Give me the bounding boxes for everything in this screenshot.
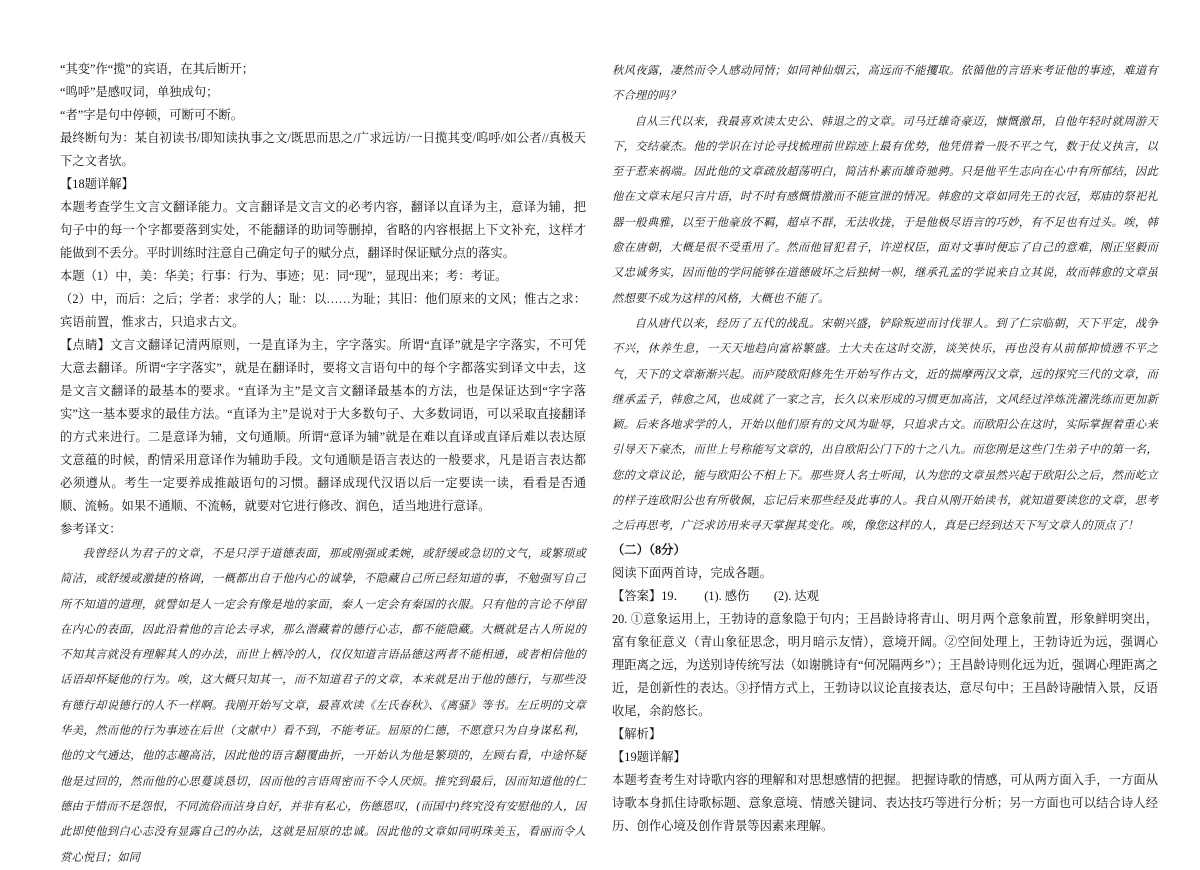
left-column (60, 58, 586, 870)
answer-19: 【答案】19． (1). 感伤 (2). 达观 (612, 588, 819, 603)
paragraph: “其变”作“揽”的宾语，在其后断开； (60, 62, 254, 76)
translation-paragraph: 自从三代以来，我最喜欢读太史公、韩退之的文章。司马迁雄奇豪迈，慷慨激昂，自他年轻时就周游天下，交结豪杰。他的学识在讨论寻找梳理前世踪迹上最有优势，他凭借着一股不平之气，数于仗义执言，以至于惹来祸端。因此他的文章疏放超荡明白，简洁朴素而雄奇驰骋。只是他平生志向在心中有所郁结，因此他在文章末尾只言片语，时不时有感慨惜激而不能宣泄的情况。韩愈的文章如同先王的衣冠，郑庙的祭祀礼器一般典雅，以至于他豪放不羁，超卓不群，无法收拢，于是他极尽语言的巧妙，有不足也有过头。唉，韩愈在唐朝，大概是很不受重用了。然而他冒犯君子，许逆权臣，面对文事时便忘了自己的意难，刚正坚毅而又忠诚务实，因而他的学问能够在道德破坏之后独树一帜，继承孔孟的学说来自立其说，故而韩愈的文章虽然想要不成为这样的风格，大概也不能了。 (612, 114, 1158, 305)
q18-heading: 【18题详解】 (60, 177, 134, 191)
reference-translation-label: 参考译文： (60, 522, 122, 536)
analysis-heading: 【解析】 (612, 726, 662, 741)
reading-instruction: 阅读下面两首诗，完成各题。 (612, 565, 772, 580)
translation-text: 我曾经认为君子的文章，不是只浮于道德表面，那或刚强或柔婉，或舒缓或急切的文气，或繁琐或简洁，或舒缓或激捷的格调，一概都出自于他内心的诚挚，不隐藏自己所已经知道的事，不勉强写自己所不知道的道理，就譬如是人一定会有像是地的家面，秦人一定会有秦国的衣服。只有他的言论不停留在内心的表面，因此沿着他的言论去寻求，那么潜藏着的德行心志，都不能隐藏。大概就是古人所说的不知其言就没有理解其人的办法，而世上栖冷的人，仅仅知道言语品德这两者不能相通，或者相信他的话语却怀疑他的行为。唉，这大概只知其一，而不知道君子的文章，本来就是出于他的德行，与那些没有德行却说德行的人不一样啊。我刚开始写文章，最喜欢读《左氏春秋》、《离骚》等书。左丘明的文章华美，然而他的行为事迹在后世（文献中）看不到，不能考证。屈原的仁德，不愿意只为自身谋私利，他的文气通达，他的志趣高洁，因此他的语言翻覆曲折，一开始认为他是繁琐的，左顾右看，中途怀疑他是过回的，然而他的心思蔓谈恳切，因而他的言语周密而不令人厌烦。推究到最后，因而知道他的仁德由于惜而不是怨恨，不同流俗而洁身自好，并非有私心，伤德恩叹，(而国中)终究没有安慰他的人，因此即使他到白心志没有显露自己的办法，这就是屈原的忠诚。因此他的文章如同明珠美玉，看丽而令人赏心悦目；如同 (60, 547, 586, 864)
paragraph: “者”字是句中停顿，可断可不断。 (60, 108, 244, 122)
q18-part2: （2）中，而后：之后；学者：求学的人；耻：以……为耻；其旧：他们原来的文风；惟古之求：宾语前置，惟求古，只追求古文。 (60, 292, 586, 329)
q18-explanation: 本题考查学生文言文翻译能力。文言翻译是文言文的必考内容，翻译以直译为主，意译为辅，把句子中的每一个字都要落到实处，不能翻译的助词等删掉，省略的内容根据上下文补充，这样才能做到不丢分。平时训练时注意自己确定句子的赋分点，翻译时保证赋分点的落实。 (60, 200, 586, 260)
section-heading: （二）（8分） (612, 542, 686, 557)
translation-continued: 秋风夜露，凄然而令人感动同情；如同神仙烟云，高远而不能攫取。依循他的言语来考证他的事迹，难道有不合理的吗？ (612, 64, 1158, 103)
right-column (612, 58, 1158, 838)
key-point-note: 【点睛】文言文翻译记清两原则，一是直译为主，字字落实。所谓“直译”就是字字落实，不可凭大意去翻译。所谓“字字落实”，就是在翻译时，要将文言语句中的每个字都落实到译文中去，这是文言文翻译的最基本的要求。“直译为主”是文言文翻译最基本的方法，也是保证达到“字字落实”这一基本要求的最佳方法。“直译为主”是说对于大多数句子、大多数词语，可以采取直接翻译的方式来进行。二是意译为辅，文句通顺。所谓“意译为辅”就是在难以直译或直译后难以表达原文意蕴的时候，酌情采用意译作为辅助手段。文句通顺是语言表达的一般要求，凡是语言表达都必须遵从。考生一定要养成推敲语句的习惯。翻译成现代汉语以后一定要读一读，看看是否通顺、流畅。如果不通顺、不流畅，就要对它进行修改、润色，适当地进行意译。 (60, 338, 586, 513)
q19-heading: 【19题详解】 (612, 749, 686, 764)
translation-paragraph: 自从唐代以来，经历了五代的战乱。宋朝兴盛，铲除叛逆而讨伐罪人。到了仁宗临朝，天下平定，战争不兴，休养生息，一天天地趋向富裕繁盛。士大夫在这时交游，谈笑快乐，再也没有从前郁抑愤懑不平之气，天下的文章渐渐兴起。而庐陵欧阳修先生开始写作古文，近的揣摩两汉文章，远的探究三代的文章，而继承孟子，韩愈之风，也成就了一家之言，长久以来形成的习惯更加高洁，文风经过淬炼洗濯洗练而更加新颖。后来各地求学的人，开始以他们原有的文风为耻辱，只追求古文。而欧阳公在这时，实际掌握着重心来引导天下豪杰，而世上号称能写文章的，出自欧阳公门下的十之八九。而您刚是这些门生弟子中的第一名，您的文章议论，能与欧阳公不相上下。那些贤人名士听闻，认为您的文章虽然兴起于欧阳公之后，然而屹立的样子连欧阳公也有所敬佩，忘记后来那些经及此事的人。我自从刚开始读书，就知道要读您的文章，思考之后再思考，广泛求访用来寻天掌握其变化。唉，像您这样的人，真是已经到达天下写文章人的顶点了！ (612, 316, 1158, 533)
q18-part1: 本题（1）中，美：华美；行事：行为、事迹；见：同“现”，显现出来；考：考证。 (60, 269, 508, 283)
answer-20: 20. ①意象运用上，王勃诗的意象隐于句内；王昌龄诗将青山、明月两个意象前置，形象鲜明突出，富有象征意义（青山象征思念，明月暗示友情），意境开阔。②空间处理上，王勃诗近为远，强调心理距离之远，为送别诗传统写法（如谢朓诗有“何况隔两乡”）；王昌龄诗则化远为近，强调心理距离之近，是创新性的表达。③抒情方式上，王勃诗以议论直接表达，意尽句中；王昌龄诗融情入景，反语收尾，余韵悠长。 (612, 611, 1158, 718)
paragraph: “鸣呼”是感叹词，单独成句； (60, 85, 219, 99)
final-sentence-breaking: 最终断句为：某自初读书/即知读执事之文/既思而思之/广求远访/一日揽其变/呜呼/如公者//真极天下之文者欤。 (60, 131, 586, 168)
q19-detail: 本题考查考生对诗歌内容的理解和对思想感情的把握。 把握诗歌的情感，可从两方面入手，一方面从诗歌本身抓住诗歌标题、意象意境、情感关键词、表达技巧等进行分析；另一方面也可以结合诗人经历、创作心境及创作背景等因素来理解。 (612, 772, 1158, 833)
